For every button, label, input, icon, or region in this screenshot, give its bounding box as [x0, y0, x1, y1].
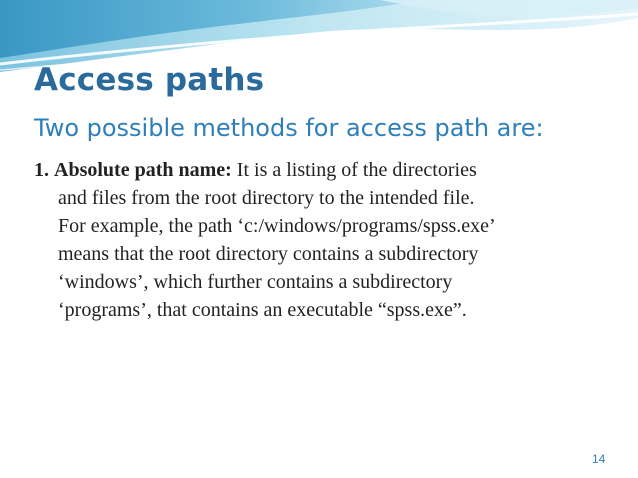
- slide-subtitle: Two possible methods for access path are:: [34, 114, 544, 142]
- list-item-number: 1.: [34, 159, 49, 181]
- list-item-text-line: means that the root directory contains a subdirectory: [58, 243, 479, 265]
- list-item-text-line: ‘programs’, that contains an executable “spss.exe”.: [58, 299, 467, 321]
- list-item-term: Absolute path name:: [54, 159, 232, 181]
- list-item-text-line: For example, the path ‘c:/windows/programs/spss.exe’: [58, 215, 496, 237]
- slide-title: Access paths: [34, 62, 265, 98]
- list-item-absolute-path: [34, 156, 594, 324]
- list-item-text-line: and files from the root directory to the intended file.: [58, 187, 475, 209]
- list-item-first-line: [34, 156, 594, 184]
- list-item-text-line: It is a listing of the directories: [236, 159, 477, 181]
- page-number: 14: [592, 452, 606, 466]
- list-item-text-line: ‘windows’, which further contains a subdirectory: [58, 271, 453, 293]
